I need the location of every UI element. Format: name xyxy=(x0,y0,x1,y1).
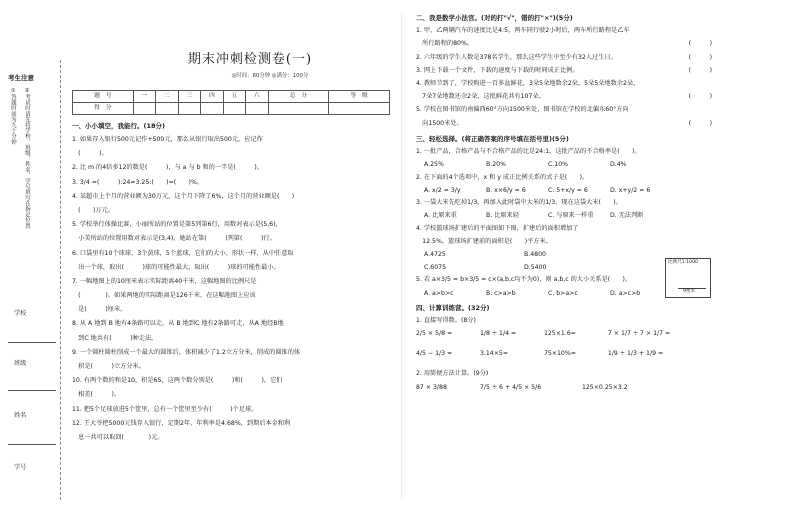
choice-option[interactable]: A.4725 xyxy=(424,251,446,259)
choice-option[interactable]: D. x+y/2 = 6 xyxy=(610,186,651,194)
question-line: 5. 学校举行体操比赛，小丽所站的位置是第5列第6行，用数对表示是(5,6)， xyxy=(72,221,282,229)
section-title: 二、我是数学小法官。(对的打"√"，错的打"×")(5分) xyxy=(416,14,573,22)
choice-option[interactable]: A. a>b>c xyxy=(424,289,454,297)
score-input[interactable] xyxy=(133,103,155,115)
score-input[interactable] xyxy=(156,103,178,115)
score-value-row xyxy=(73,103,390,115)
choice-question: 4. 学校篮球场扩建后的平面图如下图，扩建后的面积增加了 xyxy=(416,224,579,232)
choice-question: 1. 一批产品，合格产品与不合格产品的比是24:1，这批产品的不合格率是( )。 xyxy=(416,147,641,155)
score-input[interactable] xyxy=(201,103,223,115)
option-row xyxy=(416,161,716,174)
choice-option[interactable]: C. 与原来一样重 xyxy=(548,212,594,220)
score-input[interactable] xyxy=(246,103,268,115)
score-cell: 题 号 xyxy=(73,91,134,103)
score-cell: 总 分 xyxy=(268,91,329,103)
time-score-info: ◎时间：60分钟 ◎满分：100分 xyxy=(231,73,309,79)
score-input[interactable] xyxy=(223,103,245,115)
calc-item: 7/5 ÷ 6 + 4/5 × 5/6 xyxy=(479,383,542,391)
judge-text: 5. 学校在图书馆的南偏西60°方向1500米处，图书馆在学校的北偏东60°方向 xyxy=(416,106,629,114)
question-line: ( )。 xyxy=(72,150,108,158)
calc-item: 2/5 × 5/8 = xyxy=(416,330,453,338)
fold-line xyxy=(60,60,61,500)
judge-text: 向1500米处。 xyxy=(416,119,463,127)
class-line[interactable] xyxy=(8,390,56,391)
question-line: 息一共可以取回( )元。 xyxy=(72,433,164,441)
section-title: 三、轻松选择。(将正确答案的序号填在括号里)(5分) xyxy=(416,134,569,143)
judge-line xyxy=(416,120,716,133)
score-cell: 一 xyxy=(133,91,155,103)
choice-option[interactable]: C.6075 xyxy=(424,263,447,271)
choice-option[interactable]: A. x/2 = 3/y xyxy=(424,186,461,194)
score-header-row xyxy=(73,91,390,103)
option-row xyxy=(416,212,716,225)
choice-option[interactable]: C.10% xyxy=(548,161,569,169)
question-line: 9. 一个圆柱圆柱削成一个最大的圆锥后，体积减少了1.2立方分米，削成的圆锥的体 xyxy=(72,348,301,356)
question-line: 11. 把5个足球放进5个筐里，总有一个筐里至少有( )个足球。 xyxy=(72,405,258,413)
choice-option[interactable]: B. c>a>b xyxy=(486,289,516,297)
choice-question: 5. 若 a×3/5 = b×3/5 = c×(a,b,c均不为0)，则 a,b,c 的大小关系是( )。 xyxy=(416,276,632,284)
option-row xyxy=(416,187,716,200)
calc-item: 7 × 1/7 ÷ 7 × 1/7 = xyxy=(607,330,671,338)
score-table xyxy=(72,90,390,115)
judge-text: 3. 网上下载一个文件，下载的速度与下载的时间成正比例。 xyxy=(416,66,579,74)
question-line: 积是( )立方分米。 xyxy=(72,363,145,370)
question-line: 2. 比 m 的4倍多12的数是( )，与 a 与 b 和的一半是( )。 xyxy=(72,164,264,172)
school-line[interactable] xyxy=(8,342,56,343)
fill-in-questions xyxy=(72,136,392,448)
right-column xyxy=(416,14,716,404)
judge-questions xyxy=(416,27,716,133)
judge-line xyxy=(416,80,716,93)
judge-text: 所行路程的80%。 xyxy=(416,40,474,48)
name-line[interactable] xyxy=(8,444,56,445)
calc-item: 87 × 3/88 xyxy=(416,383,447,391)
judge-text: 2. 六年级的学生人数是378名学生，那么这些学生中至少有32人过生日。 xyxy=(416,53,617,61)
question-line: ( )。如果两地的实际距离是126千米，在这幅地图上应该 xyxy=(72,292,256,300)
question-line: 4. 某超市上个月的营业额为30万元，这个月下降了6%，这个月的营业额是( ) xyxy=(72,192,295,200)
section-title: 四、计算训练营。(32分) xyxy=(416,304,490,312)
choice-option[interactable]: B. 比原来轻 xyxy=(486,212,519,220)
court-shape xyxy=(678,271,706,289)
page-title: 期末冲刺检测卷(一) xyxy=(187,52,313,67)
calc-row xyxy=(416,350,716,370)
calc-item: 4/5 − 1/3 = xyxy=(416,350,453,358)
judge-text: 7朵7朵地数还余2朵，这批鲜花共有107朵。 xyxy=(416,93,545,101)
choice-option[interactable]: A. 比原来重 xyxy=(424,212,457,220)
calc-item: 75×10%= xyxy=(543,350,576,358)
score-cell: 六 xyxy=(246,91,268,103)
calc-row xyxy=(416,384,716,404)
direct-calc-title: 1. 直接写得数。(8分) xyxy=(416,317,476,325)
choice-option[interactable]: D.4% xyxy=(610,161,627,169)
question-line: 8. 从 A 地到 B 地有4条路可以走，从 B 地到C 地有2条路可走，从A 地经B地 xyxy=(72,320,284,328)
question-line: 6. 口袋里有10个球球，3个黄球，5个蓝球，它们的大小、形状一样，从中任意取 xyxy=(72,249,294,257)
answer-paren[interactable]: ( ) xyxy=(688,119,712,127)
choice-question: 3. 一袋大米先吃掉1/3，再加入此时袋中大米的1/3，现在这袋大米( )。 xyxy=(416,199,622,207)
simplify-calc-title: 2. 用简便方法计算。(9分) xyxy=(416,370,489,378)
choice-option[interactable]: C. 5+x/y = 6 xyxy=(548,186,588,194)
score-cell: 二 xyxy=(156,91,178,103)
answer-paren[interactable]: ( ) xyxy=(688,93,712,101)
calc-item: 125×0.25×3.2 xyxy=(581,383,628,391)
question-line: 3. 3/4 =( ):24=3.25:( )=( )%。 xyxy=(72,178,204,186)
calc-item: 1/9 ÷ 1/3 + 1/9 = xyxy=(607,350,664,358)
judge-line xyxy=(416,54,716,67)
question-line: 出一个球，取出( )球的可能性最大，取出( )球的可能性最小。 xyxy=(72,263,280,271)
name-label: 姓名 xyxy=(14,412,27,419)
score-cell: 五 xyxy=(223,91,245,103)
calc-item: 125×1.6= xyxy=(543,330,576,338)
choice-option[interactable]: D. a>c>b xyxy=(610,289,641,297)
score-cell: 等 级 xyxy=(329,91,390,103)
court-figure xyxy=(665,258,711,298)
choice-option[interactable]: B. x×6/y = 6 xyxy=(486,186,526,194)
choice-question: 2. 在下面的4个选项中，x 和 y 成正比例关系的式子是( )。 xyxy=(416,173,589,181)
question-line: 小美所站的位置用数对表示是(3,4)，她站在第( )列第( )行。 xyxy=(72,235,276,243)
column-divider xyxy=(401,12,402,500)
notice-line-1: ①答题时间为九十分钟 xyxy=(10,88,16,145)
question-line: 相差( )。 xyxy=(72,391,121,399)
answer-paren[interactable]: ( ) xyxy=(688,66,712,74)
score-input[interactable] xyxy=(178,103,200,115)
notice-line-2: ②考试时请先将学校、班级、姓名、学号填写在指定位置 xyxy=(24,88,30,229)
score-cell: 得 分 xyxy=(73,103,134,115)
choice-option[interactable]: D. 无法判断 xyxy=(610,212,644,220)
score-cell: 三 xyxy=(178,91,200,103)
question-line: ( )万元。 xyxy=(72,206,114,214)
calc-item: 1/8 ÷ 1/4 = xyxy=(479,330,517,338)
binding-margin xyxy=(0,60,62,500)
judge-text: 1. 甲、乙两辆汽车的速度比是4:5，两车同行驶2小时后，两车所行路程是乙车 xyxy=(416,27,630,35)
question-line: 到C 地共有( )种走法。 xyxy=(72,334,158,342)
section-title: 一、小小填空，我能行。(18分) xyxy=(72,122,165,130)
notice-title: 考生注意 xyxy=(8,74,34,82)
question-line: 1. 如果存入银行500元记作+500元，那么从银行取出500元，应记作 xyxy=(72,136,263,143)
judge-line xyxy=(416,93,716,106)
question-line: 12. 王大爷把5000元钱存入银行，定期2年，年利率是4.68%，到期后本金和利 xyxy=(72,419,291,427)
judge-line xyxy=(416,67,716,80)
section-fill-in xyxy=(72,122,392,448)
score-input[interactable] xyxy=(268,103,329,115)
judge-line xyxy=(416,106,716,119)
judge-text: 4. 教师节到了，学校购进一百多盆鲜花，3朵5朵地数余2朵，5朵5朵地数余2朵， xyxy=(416,79,640,87)
score-input[interactable] xyxy=(329,103,390,115)
dimension-label: 9厘米 xyxy=(683,289,696,294)
choice-option[interactable]: C. b>a>c xyxy=(548,289,578,297)
judge-line xyxy=(416,40,716,53)
score-cell: 四 xyxy=(201,91,223,103)
choice-option[interactable]: B.20% xyxy=(486,161,506,169)
calc-row xyxy=(416,330,716,350)
choice-option[interactable]: B.4800 xyxy=(524,251,546,259)
question-line: 10. 有两个数的和是10，积是65，这两个数分别是( )和( )，它们 xyxy=(72,377,283,385)
answer-paren[interactable]: ( ) xyxy=(688,40,712,48)
choice-option[interactable]: D.5400 xyxy=(524,263,547,271)
question-line: 7. 一幅地图上的10厘米表示实际距离40千米，这幅地图的比例尺是 xyxy=(72,277,257,285)
scale-label: 比例尺1:1000 xyxy=(668,260,698,265)
judge-line xyxy=(416,27,716,40)
question-line: 是( )厘米。 xyxy=(72,306,127,314)
answer-paren[interactable]: ( ) xyxy=(688,53,712,61)
school-label: 学校 xyxy=(14,310,27,317)
class-label: 班级 xyxy=(14,360,27,367)
choice-option[interactable]: A.25% xyxy=(424,161,444,169)
choice-question-cont: 12.5%，篮球场扩建前的面积是( )平方米。 xyxy=(416,238,552,246)
student-id-label: 学号 xyxy=(14,464,27,471)
calc-item: 3.14×5= xyxy=(479,350,509,358)
